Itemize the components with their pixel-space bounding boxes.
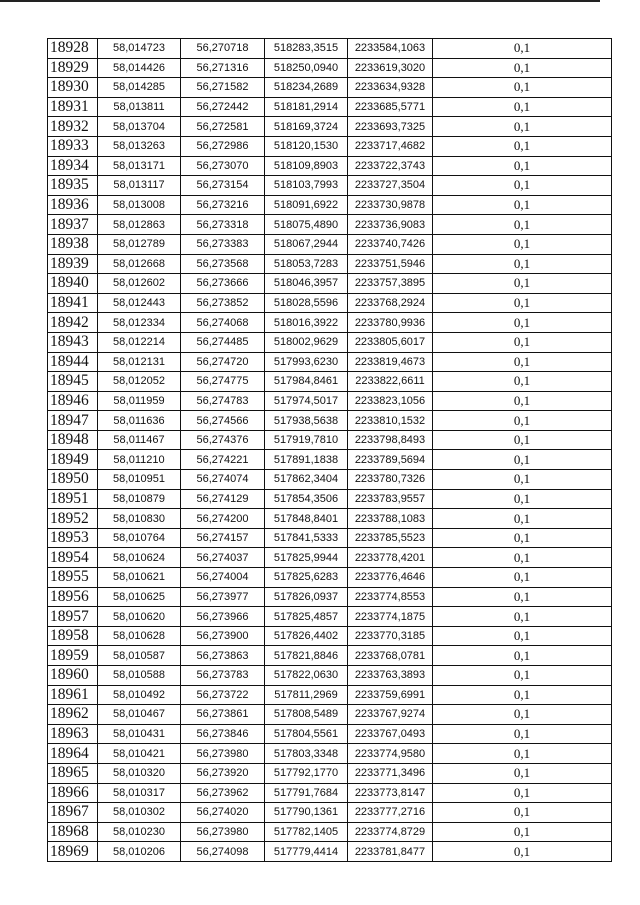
longitude-cell: 56,273216 <box>181 195 265 215</box>
x-coordinate-cell: 517791,7684 <box>265 783 348 803</box>
latitude-cell: 58,010206 <box>98 842 181 862</box>
point-number-cell: 18956 <box>48 587 98 607</box>
point-number-cell: 18946 <box>48 391 98 411</box>
accuracy-cell: 0,1 <box>433 470 612 490</box>
y-coordinate-cell: 2233693,7325 <box>348 117 433 137</box>
y-coordinate-cell: 2233777,2716 <box>348 803 433 823</box>
accuracy-cell: 0,1 <box>433 39 612 59</box>
y-coordinate-cell: 2233789,5694 <box>348 450 433 470</box>
accuracy-cell: 0,1 <box>433 705 612 725</box>
x-coordinate-cell: 518046,3957 <box>265 274 348 294</box>
latitude-cell: 58,011210 <box>98 450 181 470</box>
y-coordinate-cell: 2233823,1056 <box>348 391 433 411</box>
latitude-cell: 58,012334 <box>98 313 181 333</box>
latitude-cell: 58,010621 <box>98 568 181 588</box>
accuracy-cell: 0,1 <box>433 744 612 764</box>
accuracy-cell: 0,1 <box>433 685 612 705</box>
longitude-cell: 56,273861 <box>181 705 265 725</box>
x-coordinate-cell: 518120,1530 <box>265 136 348 156</box>
x-coordinate-cell: 517779,4414 <box>265 842 348 862</box>
page-top-rule <box>0 0 600 2</box>
longitude-cell: 56,274020 <box>181 803 265 823</box>
x-coordinate-cell: 518234,2689 <box>265 78 348 98</box>
y-coordinate-cell: 2233783,9557 <box>348 489 433 509</box>
y-coordinate-cell: 2233774,8729 <box>348 822 433 842</box>
y-coordinate-cell: 2233727,3504 <box>348 176 433 196</box>
x-coordinate-cell: 517854,3506 <box>265 489 348 509</box>
accuracy-cell: 0,1 <box>433 822 612 842</box>
x-coordinate-cell: 517841,5333 <box>265 528 348 548</box>
y-coordinate-cell: 2233781,8477 <box>348 842 433 862</box>
point-number-cell: 18968 <box>48 822 98 842</box>
table-row <box>48 489 612 509</box>
table-row <box>48 548 612 568</box>
point-number-cell: 18937 <box>48 215 98 235</box>
longitude-cell: 56,273852 <box>181 293 265 313</box>
y-coordinate-cell: 2233763,3893 <box>348 666 433 686</box>
point-number-cell: 18945 <box>48 372 98 392</box>
latitude-cell: 58,013263 <box>98 136 181 156</box>
latitude-cell: 58,012863 <box>98 215 181 235</box>
y-coordinate-cell: 2233767,9274 <box>348 705 433 725</box>
latitude-cell: 58,013171 <box>98 156 181 176</box>
table-row <box>48 803 612 823</box>
y-coordinate-cell: 2233767,0493 <box>348 724 433 744</box>
latitude-cell: 58,010492 <box>98 685 181 705</box>
table-row <box>48 195 612 215</box>
point-number-cell: 18954 <box>48 548 98 568</box>
longitude-cell: 56,272581 <box>181 117 265 137</box>
latitude-cell: 58,010764 <box>98 528 181 548</box>
x-coordinate-cell: 518016,3922 <box>265 313 348 333</box>
y-coordinate-cell: 2233788,1083 <box>348 509 433 529</box>
accuracy-cell: 0,1 <box>433 58 612 78</box>
accuracy-cell: 0,1 <box>433 372 612 392</box>
longitude-cell: 56,273070 <box>181 156 265 176</box>
y-coordinate-cell: 2233768,0781 <box>348 646 433 666</box>
y-coordinate-cell: 2233757,3895 <box>348 274 433 294</box>
accuracy-cell: 0,1 <box>433 254 612 274</box>
latitude-cell: 58,010421 <box>98 744 181 764</box>
table-row <box>48 607 612 627</box>
longitude-cell: 56,274783 <box>181 391 265 411</box>
table-row <box>48 646 612 666</box>
table-row <box>48 822 612 842</box>
longitude-cell: 56,274074 <box>181 470 265 490</box>
x-coordinate-cell: 517938,5638 <box>265 411 348 431</box>
latitude-cell: 58,010587 <box>98 646 181 666</box>
table-row <box>48 254 612 274</box>
y-coordinate-cell: 2233785,5523 <box>348 528 433 548</box>
y-coordinate-cell: 2233619,3020 <box>348 58 433 78</box>
latitude-cell: 58,013704 <box>98 117 181 137</box>
longitude-cell: 56,273962 <box>181 783 265 803</box>
point-number-cell: 18952 <box>48 509 98 529</box>
x-coordinate-cell: 517782,1405 <box>265 822 348 842</box>
x-coordinate-cell: 518091,6922 <box>265 195 348 215</box>
longitude-cell: 56,273722 <box>181 685 265 705</box>
point-number-cell: 18953 <box>48 528 98 548</box>
y-coordinate-cell: 2233774,8553 <box>348 587 433 607</box>
y-coordinate-cell: 2233751,5946 <box>348 254 433 274</box>
table-row <box>48 372 612 392</box>
latitude-cell: 58,010588 <box>98 666 181 686</box>
latitude-cell: 58,010230 <box>98 822 181 842</box>
longitude-cell: 56,273980 <box>181 744 265 764</box>
point-number-cell: 18962 <box>48 705 98 725</box>
table-row <box>48 293 612 313</box>
point-number-cell: 18955 <box>48 568 98 588</box>
accuracy-cell: 0,1 <box>433 450 612 470</box>
accuracy-cell: 0,1 <box>433 803 612 823</box>
latitude-cell: 58,012214 <box>98 332 181 352</box>
longitude-cell: 56,274221 <box>181 450 265 470</box>
accuracy-cell: 0,1 <box>433 548 612 568</box>
point-number-cell: 18966 <box>48 783 98 803</box>
accuracy-cell: 0,1 <box>433 332 612 352</box>
latitude-cell: 58,012131 <box>98 352 181 372</box>
x-coordinate-cell: 517848,8401 <box>265 509 348 529</box>
y-coordinate-cell: 2233736,9083 <box>348 215 433 235</box>
y-coordinate-cell: 2233770,3185 <box>348 626 433 646</box>
accuracy-cell: 0,1 <box>433 724 612 744</box>
table-row <box>48 274 612 294</box>
latitude-cell: 58,013117 <box>98 176 181 196</box>
latitude-cell: 58,011467 <box>98 430 181 450</box>
table-row <box>48 332 612 352</box>
y-coordinate-cell: 2233722,3743 <box>348 156 433 176</box>
table-row <box>48 411 612 431</box>
table-row <box>48 666 612 686</box>
longitude-cell: 56,273846 <box>181 724 265 744</box>
longitude-cell: 56,273977 <box>181 587 265 607</box>
x-coordinate-cell: 518067,2944 <box>265 234 348 254</box>
table-row <box>48 352 612 372</box>
longitude-cell: 56,273966 <box>181 607 265 627</box>
y-coordinate-cell: 2233730,9878 <box>348 195 433 215</box>
y-coordinate-cell: 2233822,6611 <box>348 372 433 392</box>
point-number-cell: 18939 <box>48 254 98 274</box>
table-row <box>48 587 612 607</box>
latitude-cell: 58,010625 <box>98 587 181 607</box>
x-coordinate-cell: 518109,8903 <box>265 156 348 176</box>
latitude-cell: 58,014285 <box>98 78 181 98</box>
point-number-cell: 18960 <box>48 666 98 686</box>
longitude-cell: 56,274775 <box>181 372 265 392</box>
table-row <box>48 215 612 235</box>
table-row <box>48 744 612 764</box>
table-row <box>48 783 612 803</box>
latitude-cell: 58,010302 <box>98 803 181 823</box>
latitude-cell: 58,010830 <box>98 509 181 529</box>
longitude-cell: 56,271316 <box>181 58 265 78</box>
x-coordinate-cell: 517825,4857 <box>265 607 348 627</box>
longitude-cell: 56,272442 <box>181 97 265 117</box>
accuracy-cell: 0,1 <box>433 489 612 509</box>
latitude-cell: 58,010320 <box>98 763 181 783</box>
y-coordinate-cell: 2233774,1875 <box>348 607 433 627</box>
accuracy-cell: 0,1 <box>433 783 612 803</box>
longitude-cell: 56,273568 <box>181 254 265 274</box>
latitude-cell: 58,012602 <box>98 274 181 294</box>
latitude-cell: 58,010628 <box>98 626 181 646</box>
y-coordinate-cell: 2233810,1532 <box>348 411 433 431</box>
table-row <box>48 509 612 529</box>
accuracy-cell: 0,1 <box>433 215 612 235</box>
accuracy-cell: 0,1 <box>433 626 612 646</box>
accuracy-cell: 0,1 <box>433 430 612 450</box>
table-row <box>48 78 612 98</box>
point-number-cell: 18929 <box>48 58 98 78</box>
longitude-cell: 56,274037 <box>181 548 265 568</box>
y-coordinate-cell: 2233798,8493 <box>348 430 433 450</box>
longitude-cell: 56,274157 <box>181 528 265 548</box>
y-coordinate-cell: 2233774,9580 <box>348 744 433 764</box>
accuracy-cell: 0,1 <box>433 763 612 783</box>
longitude-cell: 56,274200 <box>181 509 265 529</box>
latitude-cell: 58,012052 <box>98 372 181 392</box>
y-coordinate-cell: 2233768,2924 <box>348 293 433 313</box>
accuracy-cell: 0,1 <box>433 842 612 862</box>
y-coordinate-cell: 2233634,9328 <box>348 78 433 98</box>
table-row <box>48 39 612 59</box>
point-number-cell: 18931 <box>48 97 98 117</box>
table-row <box>48 234 612 254</box>
x-coordinate-cell: 518250,0940 <box>265 58 348 78</box>
table-row <box>48 626 612 646</box>
point-number-cell: 18944 <box>48 352 98 372</box>
longitude-cell: 56,273783 <box>181 666 265 686</box>
table-row <box>48 117 612 137</box>
x-coordinate-cell: 517974,5017 <box>265 391 348 411</box>
x-coordinate-cell: 517821,8846 <box>265 646 348 666</box>
coordinates-table-body <box>48 39 612 862</box>
accuracy-cell: 0,1 <box>433 528 612 548</box>
longitude-cell: 56,273154 <box>181 176 265 196</box>
point-number-cell: 18934 <box>48 156 98 176</box>
point-number-cell: 18947 <box>48 411 98 431</box>
x-coordinate-cell: 518002,9629 <box>265 332 348 352</box>
x-coordinate-cell: 517826,0937 <box>265 587 348 607</box>
table-row <box>48 313 612 333</box>
point-number-cell: 18959 <box>48 646 98 666</box>
table-row <box>48 450 612 470</box>
x-coordinate-cell: 517826,4402 <box>265 626 348 646</box>
y-coordinate-cell: 2233685,5771 <box>348 97 433 117</box>
x-coordinate-cell: 517919,7810 <box>265 430 348 450</box>
x-coordinate-cell: 517825,6283 <box>265 568 348 588</box>
latitude-cell: 58,010431 <box>98 724 181 744</box>
longitude-cell: 56,274376 <box>181 430 265 450</box>
point-number-cell: 18941 <box>48 293 98 313</box>
latitude-cell: 58,013008 <box>98 195 181 215</box>
longitude-cell: 56,270718 <box>181 39 265 59</box>
longitude-cell: 56,274004 <box>181 568 265 588</box>
accuracy-cell: 0,1 <box>433 97 612 117</box>
accuracy-cell: 0,1 <box>433 293 612 313</box>
x-coordinate-cell: 517803,3348 <box>265 744 348 764</box>
accuracy-cell: 0,1 <box>433 274 612 294</box>
x-coordinate-cell: 518028,5596 <box>265 293 348 313</box>
x-coordinate-cell: 517792,1770 <box>265 763 348 783</box>
point-number-cell: 18935 <box>48 176 98 196</box>
x-coordinate-cell: 518283,3515 <box>265 39 348 59</box>
accuracy-cell: 0,1 <box>433 411 612 431</box>
x-coordinate-cell: 518075,4890 <box>265 215 348 235</box>
longitude-cell: 56,273863 <box>181 646 265 666</box>
accuracy-cell: 0,1 <box>433 195 612 215</box>
x-coordinate-cell: 517891,1838 <box>265 450 348 470</box>
accuracy-cell: 0,1 <box>433 313 612 333</box>
accuracy-cell: 0,1 <box>433 509 612 529</box>
x-coordinate-cell: 518169,3724 <box>265 117 348 137</box>
x-coordinate-cell: 518181,2914 <box>265 97 348 117</box>
y-coordinate-cell: 2233778,4201 <box>348 548 433 568</box>
table-row <box>48 724 612 744</box>
latitude-cell: 58,012789 <box>98 234 181 254</box>
y-coordinate-cell: 2233584,1063 <box>348 39 433 59</box>
y-coordinate-cell: 2233759,6991 <box>348 685 433 705</box>
point-number-cell: 18949 <box>48 450 98 470</box>
table-row <box>48 568 612 588</box>
point-number-cell: 18961 <box>48 685 98 705</box>
table-row <box>48 391 612 411</box>
x-coordinate-cell: 517993,6230 <box>265 352 348 372</box>
table-row <box>48 528 612 548</box>
longitude-cell: 56,273383 <box>181 234 265 254</box>
x-coordinate-cell: 517808,5489 <box>265 705 348 725</box>
accuracy-cell: 0,1 <box>433 117 612 137</box>
longitude-cell: 56,274720 <box>181 352 265 372</box>
latitude-cell: 58,010624 <box>98 548 181 568</box>
x-coordinate-cell: 517825,9944 <box>265 548 348 568</box>
accuracy-cell: 0,1 <box>433 607 612 627</box>
point-number-cell: 18933 <box>48 136 98 156</box>
x-coordinate-cell: 518103,7993 <box>265 176 348 196</box>
table-row <box>48 97 612 117</box>
longitude-cell: 56,274566 <box>181 411 265 431</box>
x-coordinate-cell: 517811,2969 <box>265 685 348 705</box>
latitude-cell: 58,010951 <box>98 470 181 490</box>
latitude-cell: 58,011959 <box>98 391 181 411</box>
longitude-cell: 56,273900 <box>181 626 265 646</box>
point-number-cell: 18950 <box>48 470 98 490</box>
table-row <box>48 470 612 490</box>
y-coordinate-cell: 2233717,4682 <box>348 136 433 156</box>
accuracy-cell: 0,1 <box>433 234 612 254</box>
longitude-cell: 56,273318 <box>181 215 265 235</box>
table-row <box>48 430 612 450</box>
accuracy-cell: 0,1 <box>433 391 612 411</box>
x-coordinate-cell: 517804,5561 <box>265 724 348 744</box>
latitude-cell: 58,012668 <box>98 254 181 274</box>
longitude-cell: 56,273980 <box>181 822 265 842</box>
accuracy-cell: 0,1 <box>433 176 612 196</box>
table-row <box>48 685 612 705</box>
latitude-cell: 58,011636 <box>98 411 181 431</box>
coordinates-table <box>47 38 612 862</box>
longitude-cell: 56,274485 <box>181 332 265 352</box>
accuracy-cell: 0,1 <box>433 587 612 607</box>
accuracy-cell: 0,1 <box>433 646 612 666</box>
x-coordinate-cell: 517790,1361 <box>265 803 348 823</box>
y-coordinate-cell: 2233773,8147 <box>348 783 433 803</box>
latitude-cell: 58,014426 <box>98 58 181 78</box>
point-number-cell: 18964 <box>48 744 98 764</box>
y-coordinate-cell: 2233819,4673 <box>348 352 433 372</box>
point-number-cell: 18932 <box>48 117 98 137</box>
longitude-cell: 56,274129 <box>181 489 265 509</box>
x-coordinate-cell: 517984,8461 <box>265 372 348 392</box>
accuracy-cell: 0,1 <box>433 568 612 588</box>
point-number-cell: 18928 <box>48 39 98 59</box>
table-row <box>48 705 612 725</box>
longitude-cell: 56,273920 <box>181 763 265 783</box>
y-coordinate-cell: 2233740,7426 <box>348 234 433 254</box>
longitude-cell: 56,274098 <box>181 842 265 862</box>
latitude-cell: 58,010317 <box>98 783 181 803</box>
table-row <box>48 763 612 783</box>
point-number-cell: 18948 <box>48 430 98 450</box>
point-number-cell: 18938 <box>48 234 98 254</box>
point-number-cell: 18958 <box>48 626 98 646</box>
table-row <box>48 136 612 156</box>
point-number-cell: 18969 <box>48 842 98 862</box>
point-number-cell: 18967 <box>48 803 98 823</box>
point-number-cell: 18951 <box>48 489 98 509</box>
latitude-cell: 58,012443 <box>98 293 181 313</box>
table-row <box>48 156 612 176</box>
point-number-cell: 18957 <box>48 607 98 627</box>
accuracy-cell: 0,1 <box>433 666 612 686</box>
latitude-cell: 58,014723 <box>98 39 181 59</box>
point-number-cell: 18942 <box>48 313 98 333</box>
y-coordinate-cell: 2233771,3496 <box>348 763 433 783</box>
table-row <box>48 176 612 196</box>
table-row <box>48 58 612 78</box>
accuracy-cell: 0,1 <box>433 78 612 98</box>
point-number-cell: 18963 <box>48 724 98 744</box>
longitude-cell: 56,273666 <box>181 274 265 294</box>
table-row <box>48 842 612 862</box>
point-number-cell: 18940 <box>48 274 98 294</box>
y-coordinate-cell: 2233780,9936 <box>348 313 433 333</box>
point-number-cell: 18943 <box>48 332 98 352</box>
accuracy-cell: 0,1 <box>433 136 612 156</box>
latitude-cell: 58,010467 <box>98 705 181 725</box>
y-coordinate-cell: 2233776,4646 <box>348 568 433 588</box>
latitude-cell: 58,010620 <box>98 607 181 627</box>
accuracy-cell: 0,1 <box>433 352 612 372</box>
y-coordinate-cell: 2233780,7326 <box>348 470 433 490</box>
y-coordinate-cell: 2233805,6017 <box>348 332 433 352</box>
x-coordinate-cell: 517862,3404 <box>265 470 348 490</box>
x-coordinate-cell: 517822,0630 <box>265 666 348 686</box>
latitude-cell: 58,013811 <box>98 97 181 117</box>
longitude-cell: 56,271582 <box>181 78 265 98</box>
point-number-cell: 18936 <box>48 195 98 215</box>
longitude-cell: 56,274068 <box>181 313 265 333</box>
accuracy-cell: 0,1 <box>433 156 612 176</box>
point-number-cell: 18930 <box>48 78 98 98</box>
x-coordinate-cell: 518053,7283 <box>265 254 348 274</box>
point-number-cell: 18965 <box>48 763 98 783</box>
latitude-cell: 58,010879 <box>98 489 181 509</box>
longitude-cell: 56,272986 <box>181 136 265 156</box>
